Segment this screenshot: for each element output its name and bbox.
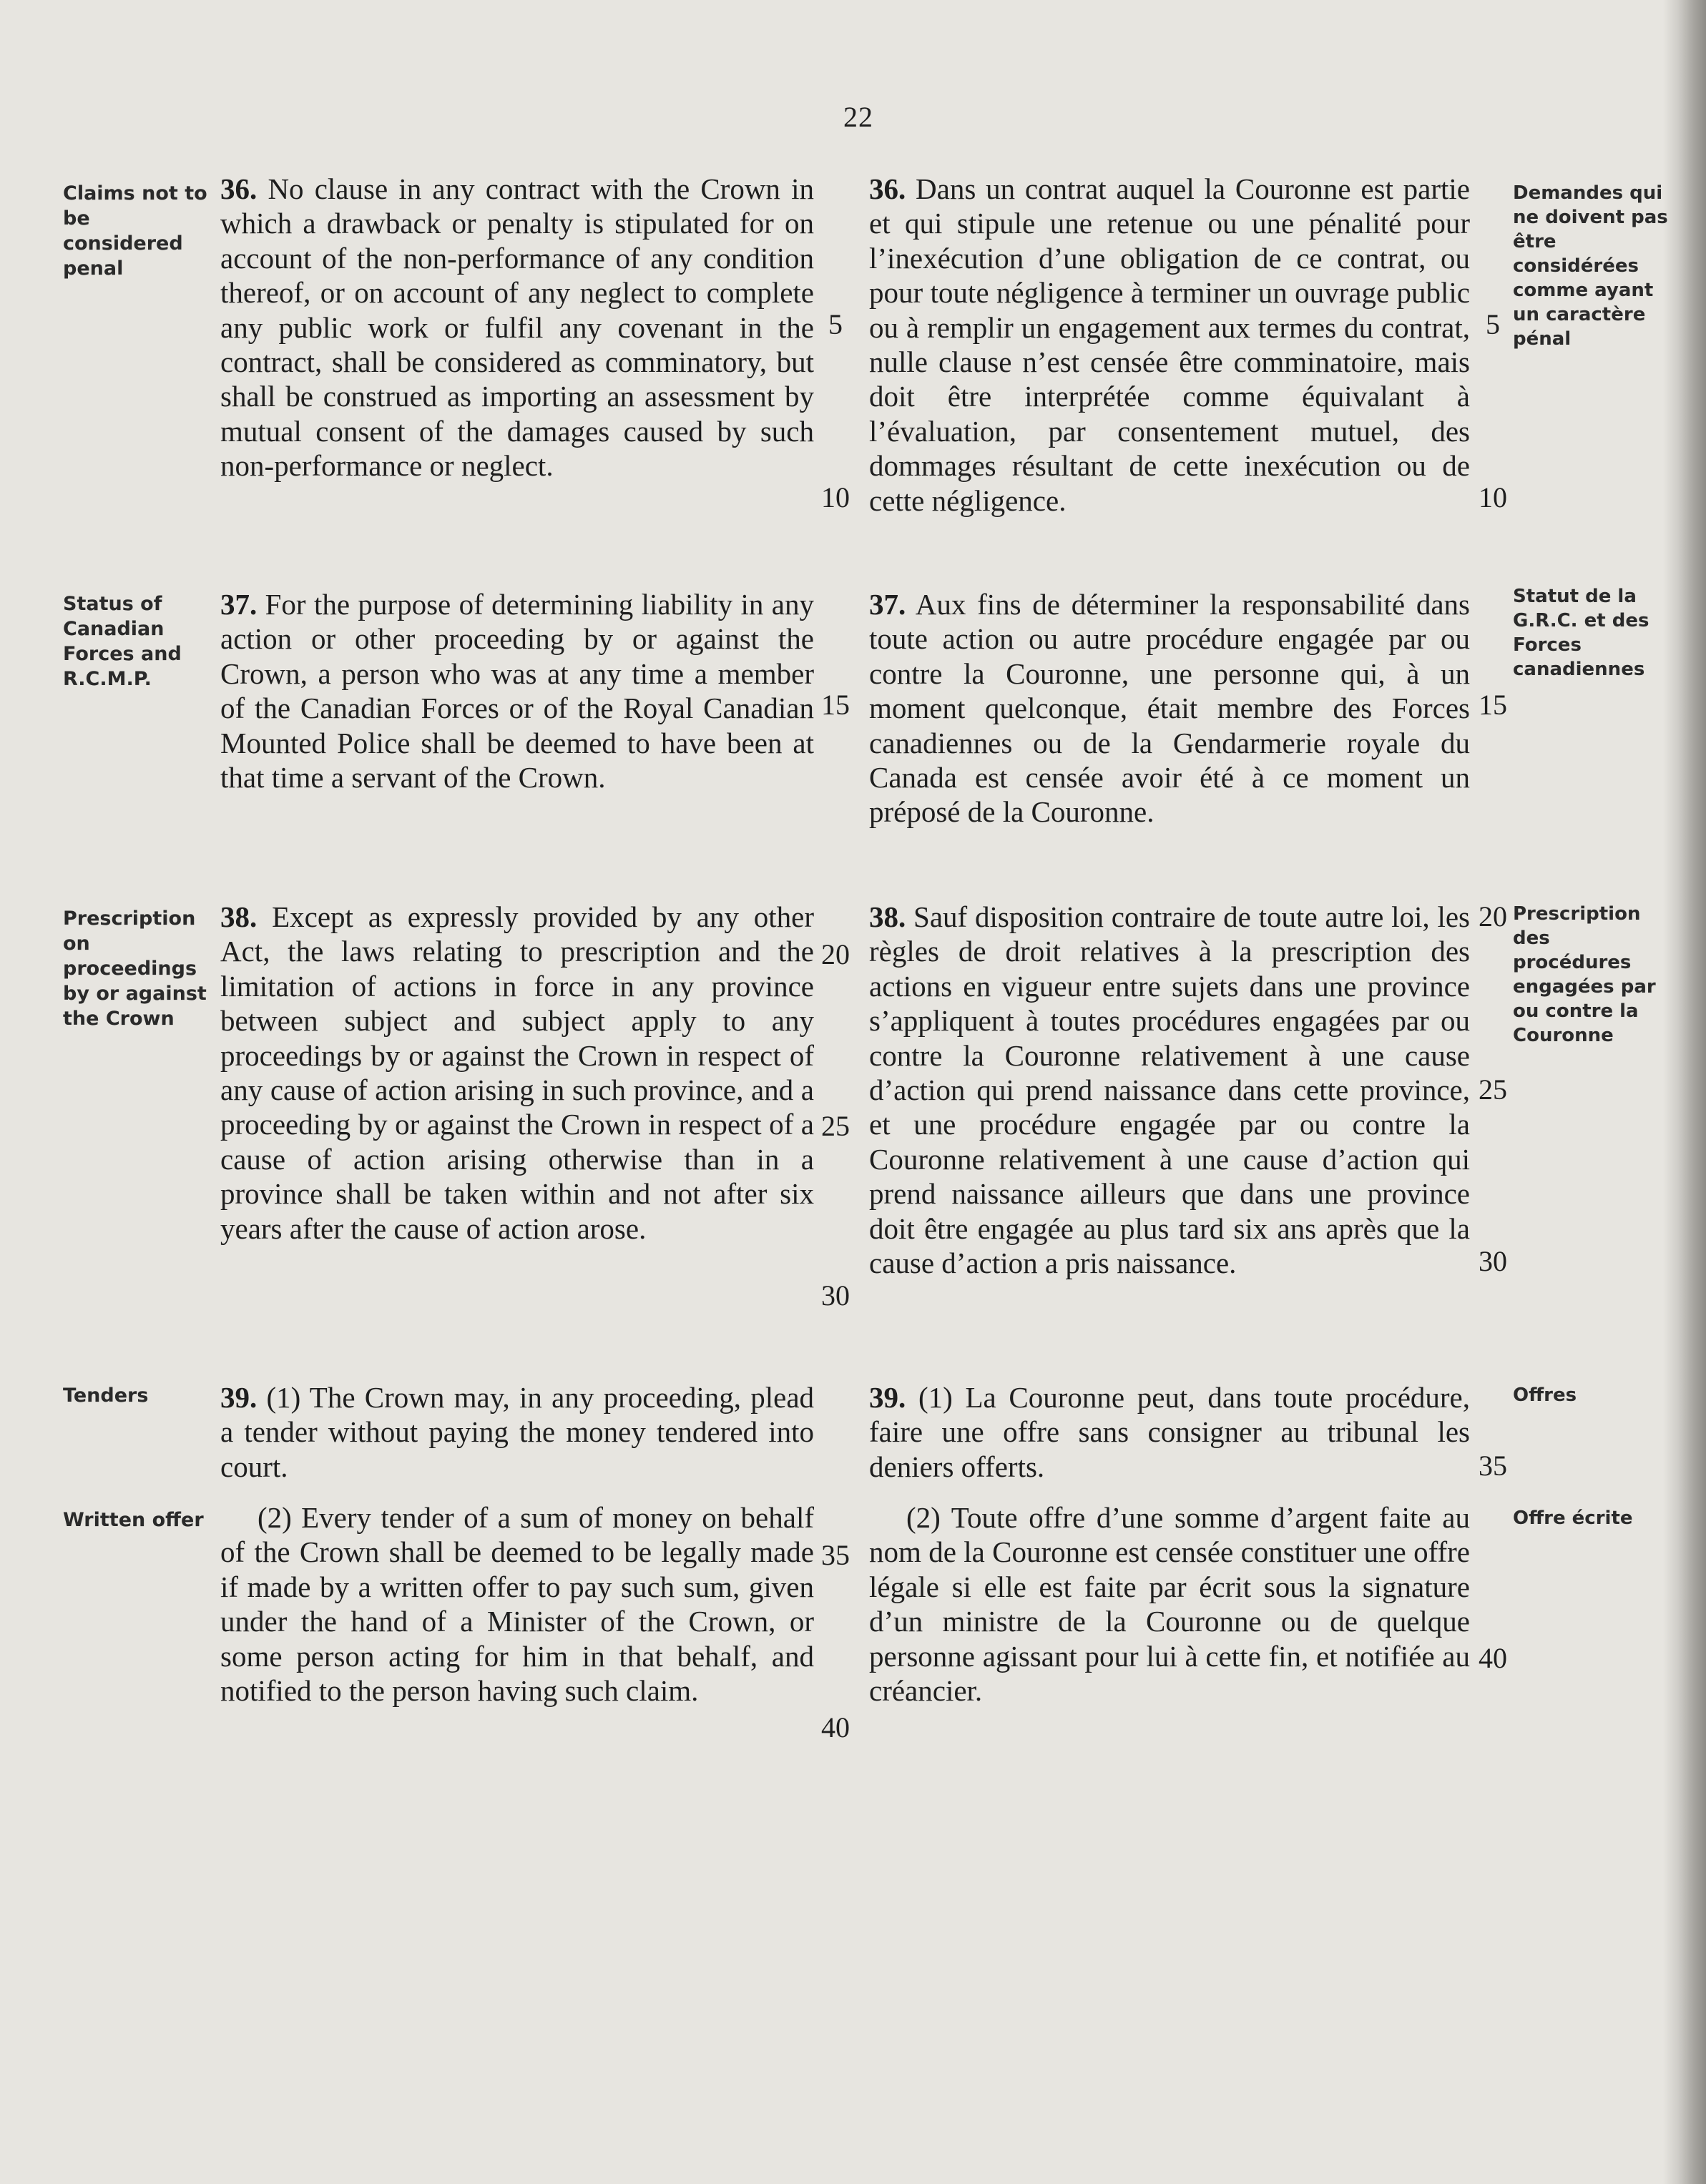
- section-text: Sauf disposition contraire de toute autre loi, les règles de droit relatives à la prescription des actions en vigueur entre sujets dans une province s’appliquent à toutes procédures engagées par ou contre la Couronne relativement à une cause d’action qui prend naissance dans cette province, et une procédure engagée par ou contre la Couronne relativement à une cause d’action qui prend naissance ailleurs que dans une province doit être engagée au plus tard six ans après que la cause d’action a pris naissance.: [869, 900, 1470, 1280]
- margin-note-fr-39-1: Offres: [1513, 1384, 1577, 1406]
- line-number-fr: 20: [1479, 900, 1507, 933]
- margin-note-fr-37: Statut de la G.R.C. et des Forces canadiennes: [1513, 586, 1649, 680]
- section-text: Dans un contrat auquel la Couronne est partie et qui stipule une retenue ou une pénalité pour l’inexécution d’une obligation de ce contrat, ou pour toute négligence à terminer un ouvrage public ou à remplir un engagement aux termes du contrat, nulle clause n’est censée être comminatoire, mais doit être interprétée comme équivalant à l’évaluation, par consentement mutuel, des dommages résultant de cette inexécution ou de cette négligence.: [869, 172, 1471, 517]
- line-number-en: 25: [821, 1110, 850, 1142]
- margin-note-en-39-2: Written offer: [63, 1509, 204, 1531]
- line-number-fr: 15: [1479, 689, 1507, 721]
- line-number-en: 5: [828, 308, 843, 340]
- section-text: For the purpose of determining liability in any action or other proceeding by or against the Crown, a person who was at any time a member of the Canadian Forces or of the Royal Canadian Mounted Police shall be deemed to have been at that time a servant of the Crown.: [220, 588, 814, 795]
- line-number-en: 40: [821, 1711, 850, 1743]
- margin-note-fr-36: Demandes qui ne doivent pas être considérées comme ayant un caractère pénal: [1513, 182, 1668, 350]
- line-number-en: 20: [821, 938, 850, 970]
- line-number-fr: 5: [1486, 308, 1500, 340]
- line-number-fr: 25: [1479, 1073, 1507, 1106]
- section-text: Aux fins de déterminer la responsabilité dans toute action ou autre procédure engagée par ou contre la Couronne, une personne qui, à un moment quelconque, était membre des Forces canadiennes ou de la Gendarmerie royale du Canada est censée avoir été à ce moment un préposé de la Couronne.: [869, 588, 1470, 829]
- section-number: 36.: [869, 172, 906, 205]
- line-number-en: 35: [821, 1539, 850, 1571]
- section-37-en: [220, 587, 814, 795]
- section-number: 39.: [220, 1381, 258, 1414]
- section-number: 38.: [220, 900, 258, 933]
- section-39-1-fr: [869, 1380, 1470, 1484]
- margin-note-fr-39-2: Offre écrite: [1513, 1507, 1633, 1529]
- line-number-en: 10: [821, 481, 850, 513]
- margin-note-en-39-1: Tenders: [63, 1384, 149, 1407]
- section-text: (2) Every tender of a sum of money on behalf of the Crown shall be deemed to be legally made if made by a written offer to pay such sum, given under the hand of a Minister of the Crown, or some person acting for him in that behalf, and notified to the person having such claim.: [220, 1501, 814, 1708]
- section-39-2-fr: [869, 1500, 1470, 1708]
- line-number-en: 30: [821, 1279, 850, 1312]
- section-number: 36.: [220, 172, 258, 205]
- page-number: 22: [843, 101, 873, 133]
- section-number: 39.: [869, 1381, 906, 1414]
- section-text: Except as expressly provided by any other Act, the laws relating to prescription and the limitation of actions in force in any province between subject and subject apply to any proceedings by or against the Crown in respect of any cause of action arising in such province, and a proceeding by or against the Crown in respect of a cause of action arising otherwise than in a province shall be taken within and not after six years after the cause of action arose.: [220, 900, 814, 1245]
- margin-note-en-37: Status of Canadian Forces and R.C.M.P.: [63, 593, 182, 690]
- section-38-fr: [869, 900, 1470, 1280]
- section-text: (1) La Couronne peut, dans toute procédure, faire une offre sans consigner au tribunal les deniers offerts.: [869, 1381, 1471, 1483]
- section-text: (1) The Crown may, in any proceeding, plead a tender without paying the money tendered into court.: [220, 1381, 815, 1483]
- margin-note-fr-38: Prescription des procédures engagées par ou contre la Couronne: [1513, 903, 1656, 1046]
- section-text: (2) Toute offre d’une somme d’argent faite au nom de la Couronne est censée constituer une offre légale si elle est faite par écrit sous la signature d’un ministre de la Couronne ou de quelque personne agissant pour lui à cette fin, et notifiée au créancier.: [869, 1501, 1470, 1708]
- line-number-fr: 30: [1479, 1245, 1507, 1277]
- line-number-fr: 40: [1479, 1642, 1507, 1674]
- section-37-fr: [869, 587, 1470, 830]
- section-36-fr: [869, 172, 1470, 518]
- line-number-fr: 10: [1479, 481, 1507, 513]
- section-text: No clause in any contract with the Crown in which a drawback or penalty is stipulated for on account of the non-performance of any condition thereof, or on account of any neglect to complete any public work or fulfil any covenant in the contract, shall be considered as comminatory, but shall be construed as importing an assessment by mutual consent of the damages caused by such non-performance or neglect.: [220, 172, 815, 483]
- section-number: 37.: [869, 588, 906, 621]
- section-number: 38.: [869, 900, 906, 933]
- section-38-en: [220, 900, 814, 1246]
- section-39-2-en: [220, 1500, 814, 1708]
- margin-note-en-36: Claims not to be considered penal: [63, 182, 207, 280]
- line-number-fr: 35: [1479, 1450, 1507, 1482]
- section-36-en: [220, 172, 814, 483]
- section-39-1-en: [220, 1380, 814, 1484]
- line-number-en: 15: [821, 689, 850, 721]
- section-number: 37.: [220, 588, 258, 621]
- margin-note-en-38: Prescription on proceedings by or against the Crown: [63, 907, 207, 1030]
